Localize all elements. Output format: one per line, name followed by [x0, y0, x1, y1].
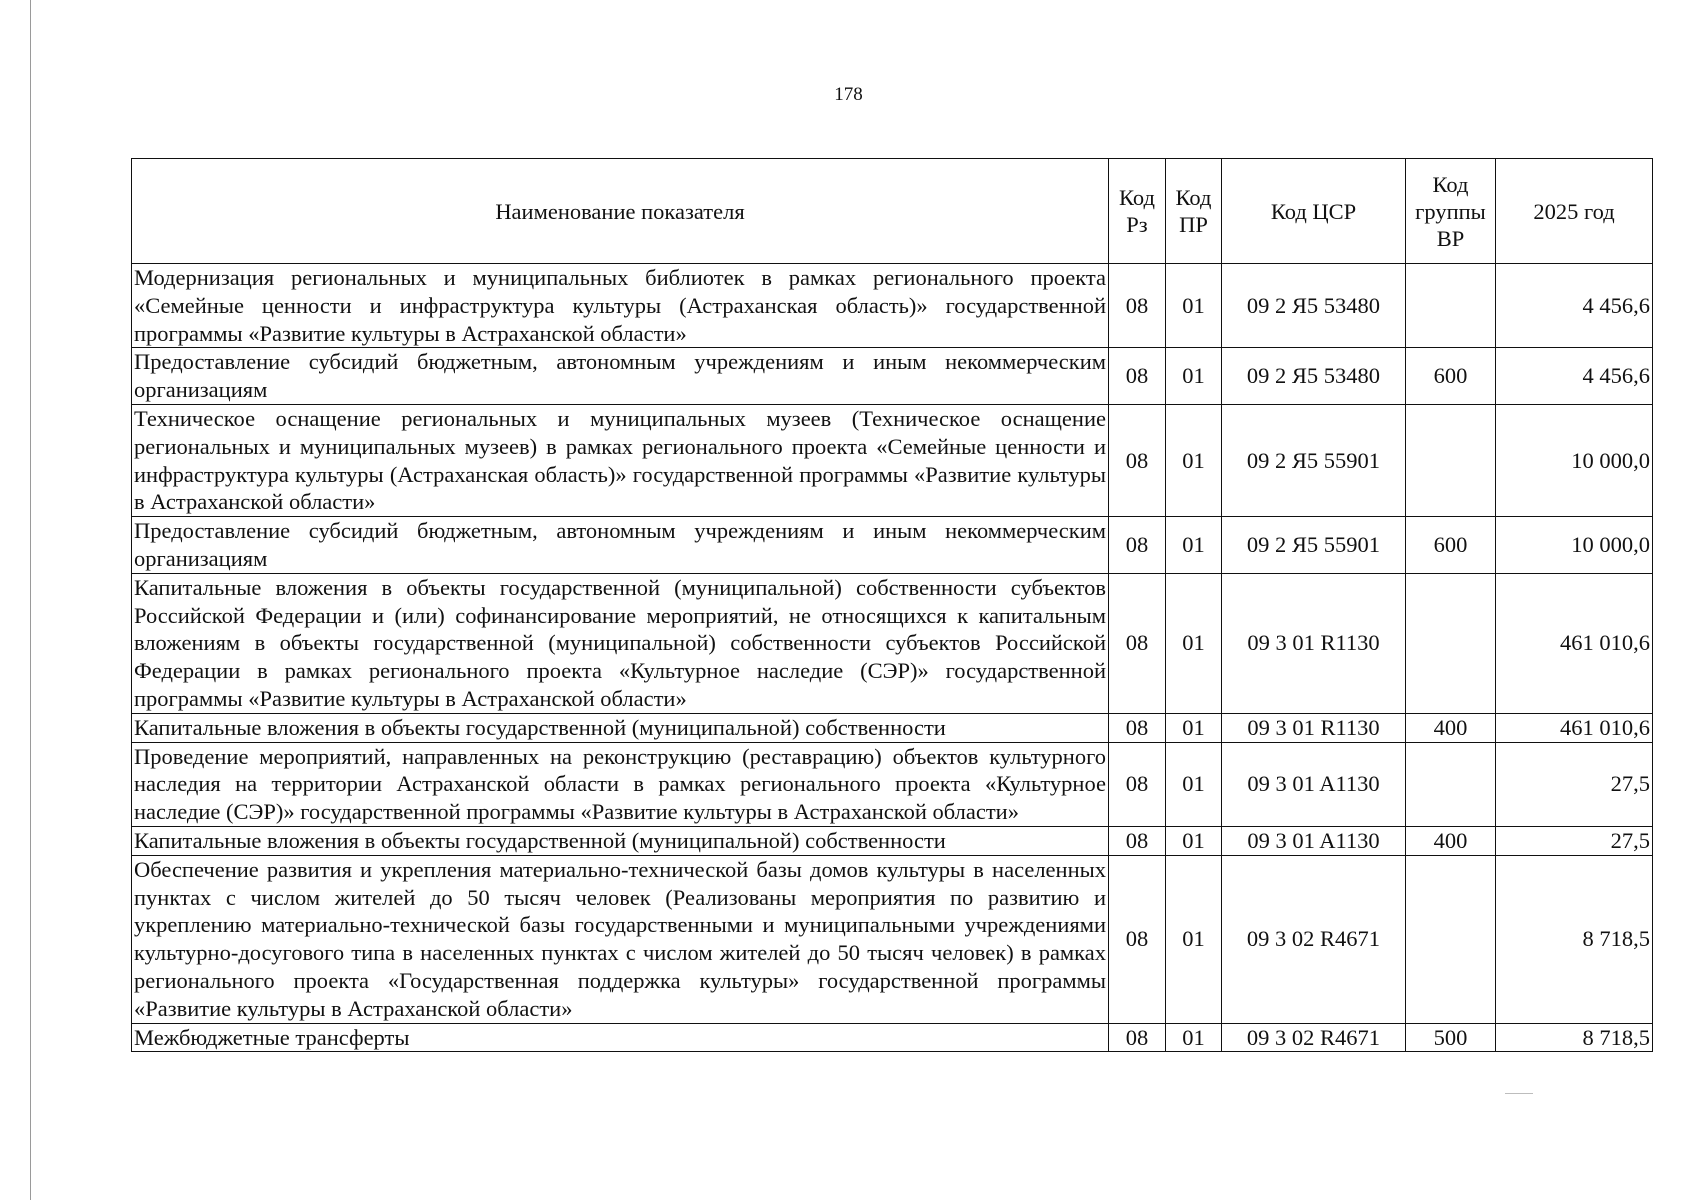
- header-indicator-name: Наименование показателя: [132, 159, 1109, 264]
- row-indicator-name: Капитальные вложения в объекты государственной (муниципальной) собственности: [132, 826, 1109, 855]
- table-row: [132, 348, 1653, 405]
- row-value-2025: 461 010,6: [1496, 713, 1653, 742]
- row-indicator-name: Капитальные вложения в объекты государственной (муниципальной) собственности: [132, 713, 1109, 742]
- table-row: [132, 855, 1653, 1023]
- row-code-csr: 09 2 Я5 53480: [1222, 264, 1406, 348]
- row-code-rz: 08: [1109, 1023, 1166, 1052]
- scan-artifact-line: [1505, 1093, 1533, 1094]
- row-code-rz: 08: [1109, 713, 1166, 742]
- row-value-2025: 27,5: [1496, 742, 1653, 826]
- row-indicator-name: Техническое оснащение региональных и муниципальных музеев (Техническое оснащение региональных и муниципальных музеев) в рамках регионального проекта «Семейные ценности и инфраструктура культуры (Астраханская область)» государственной программы «Развитие культуры в Астраханской области»: [132, 404, 1109, 516]
- row-code-vr: [1406, 404, 1496, 516]
- row-indicator-name: Предоставление субсидий бюджетным, автономным учреждениям и иным некоммерческим организациям: [132, 348, 1109, 405]
- row-code-pr: 01: [1166, 855, 1222, 1023]
- row-indicator-name: Обеспечение развития и укрепления материально-технической базы домов культуры в населенных пунктах с числом жителей до 50 тысяч человек (Реализованы мероприятия по развитию и укреплению материально-технической базы государственными и муниципальными учреждениями культурно-досугового типа в населенных пунктах с числом жителей до 50 тысяч человек) в рамках регионального проекта «Государственная поддержка культуры» государственной программы «Развитие культуры в Астраханской области»: [132, 855, 1109, 1023]
- table-row: [132, 517, 1653, 574]
- table-row: [132, 1023, 1653, 1052]
- table-row: [132, 404, 1653, 516]
- row-code-rz: 08: [1109, 264, 1166, 348]
- row-value-2025: 461 010,6: [1496, 573, 1653, 713]
- row-code-vr: 400: [1406, 713, 1496, 742]
- row-indicator-name: Проведение мероприятий, направленных на реконструкцию (реставрацию) объектов культурного наследия на территории Астраханской области в рамках регионального проекта «Культурное наследие (СЭР)» государственной программы «Развитие культуры в Астраханской области»: [132, 742, 1109, 826]
- row-value-2025: 27,5: [1496, 826, 1653, 855]
- page-binding-edge: [30, 0, 31, 1200]
- row-value-2025: 10 000,0: [1496, 404, 1653, 516]
- row-code-vr: [1406, 855, 1496, 1023]
- row-code-pr: 01: [1166, 517, 1222, 574]
- row-code-rz: 08: [1109, 573, 1166, 713]
- row-code-csr: 09 2 Я5 53480: [1222, 348, 1406, 405]
- row-code-rz: 08: [1109, 517, 1166, 574]
- row-indicator-name: Межбюджетные трансферты: [132, 1023, 1109, 1052]
- row-value-2025: 8 718,5: [1496, 1023, 1653, 1052]
- row-indicator-name: Капитальные вложения в объекты государственной (муниципальной) собственности субъектов Российской Федерации и (или) софинансирование мероприятий, не относящихся к капитальным вложениям в объекты государственной (муниципальной) собственности субъектов Российской Федерации в рамках регионального проекта «Культурное наследие (СЭР)» государственной программы «Развитие культуры в Астраханской области»: [132, 573, 1109, 713]
- row-code-vr: 400: [1406, 826, 1496, 855]
- row-value-2025: 10 000,0: [1496, 517, 1653, 574]
- row-code-pr: 01: [1166, 1023, 1222, 1052]
- header-code-vr: Код группы ВР: [1406, 159, 1496, 264]
- table-row: [132, 826, 1653, 855]
- row-code-csr: 09 3 01 R1130: [1222, 573, 1406, 713]
- row-code-pr: 01: [1166, 264, 1222, 348]
- header-year-2025: 2025 год: [1496, 159, 1653, 264]
- row-code-csr: 09 3 02 R4671: [1222, 855, 1406, 1023]
- row-code-csr: 09 3 01 A1130: [1222, 742, 1406, 826]
- row-code-csr: 09 3 01 R1130: [1222, 713, 1406, 742]
- table-row: [132, 264, 1653, 348]
- row-code-rz: 08: [1109, 404, 1166, 516]
- row-code-rz: 08: [1109, 826, 1166, 855]
- row-value-2025: 4 456,6: [1496, 348, 1653, 405]
- table-row: [132, 742, 1653, 826]
- row-code-pr: 01: [1166, 826, 1222, 855]
- row-code-vr: 600: [1406, 517, 1496, 574]
- header-code-csr: Код ЦСР: [1222, 159, 1406, 264]
- row-code-pr: 01: [1166, 742, 1222, 826]
- row-code-vr: [1406, 742, 1496, 826]
- row-code-vr: [1406, 573, 1496, 713]
- header-code-pr: Код ПР: [1166, 159, 1222, 264]
- budget-table: [131, 158, 1653, 1052]
- header-code-rz: Код Рз: [1109, 159, 1166, 264]
- row-code-vr: 600: [1406, 348, 1496, 405]
- row-code-pr: 01: [1166, 573, 1222, 713]
- row-indicator-name: Модернизация региональных и муниципальных библиотек в рамках регионального проекта «Семейные ценности и инфраструктура культуры (Астраханская область)» государственной программы «Развитие культуры в Астраханской области»: [132, 264, 1109, 348]
- page-number: 178: [834, 84, 863, 105]
- row-code-pr: 01: [1166, 348, 1222, 405]
- row-code-vr: [1406, 264, 1496, 348]
- row-code-vr: 500: [1406, 1023, 1496, 1052]
- row-code-rz: 08: [1109, 742, 1166, 826]
- row-code-csr: 09 2 Я5 55901: [1222, 517, 1406, 574]
- row-code-pr: 01: [1166, 404, 1222, 516]
- table-header-row: [132, 159, 1653, 264]
- row-code-csr: 09 3 01 A1130: [1222, 826, 1406, 855]
- row-value-2025: 4 456,6: [1496, 264, 1653, 348]
- row-code-csr: 09 3 02 R4671: [1222, 1023, 1406, 1052]
- row-code-rz: 08: [1109, 855, 1166, 1023]
- row-code-csr: 09 2 Я5 55901: [1222, 404, 1406, 516]
- row-value-2025: 8 718,5: [1496, 855, 1653, 1023]
- row-code-pr: 01: [1166, 713, 1222, 742]
- row-indicator-name: Предоставление субсидий бюджетным, автономным учреждениям и иным некоммерческим организациям: [132, 517, 1109, 574]
- table-row: [132, 713, 1653, 742]
- table-row: [132, 573, 1653, 713]
- row-code-rz: 08: [1109, 348, 1166, 405]
